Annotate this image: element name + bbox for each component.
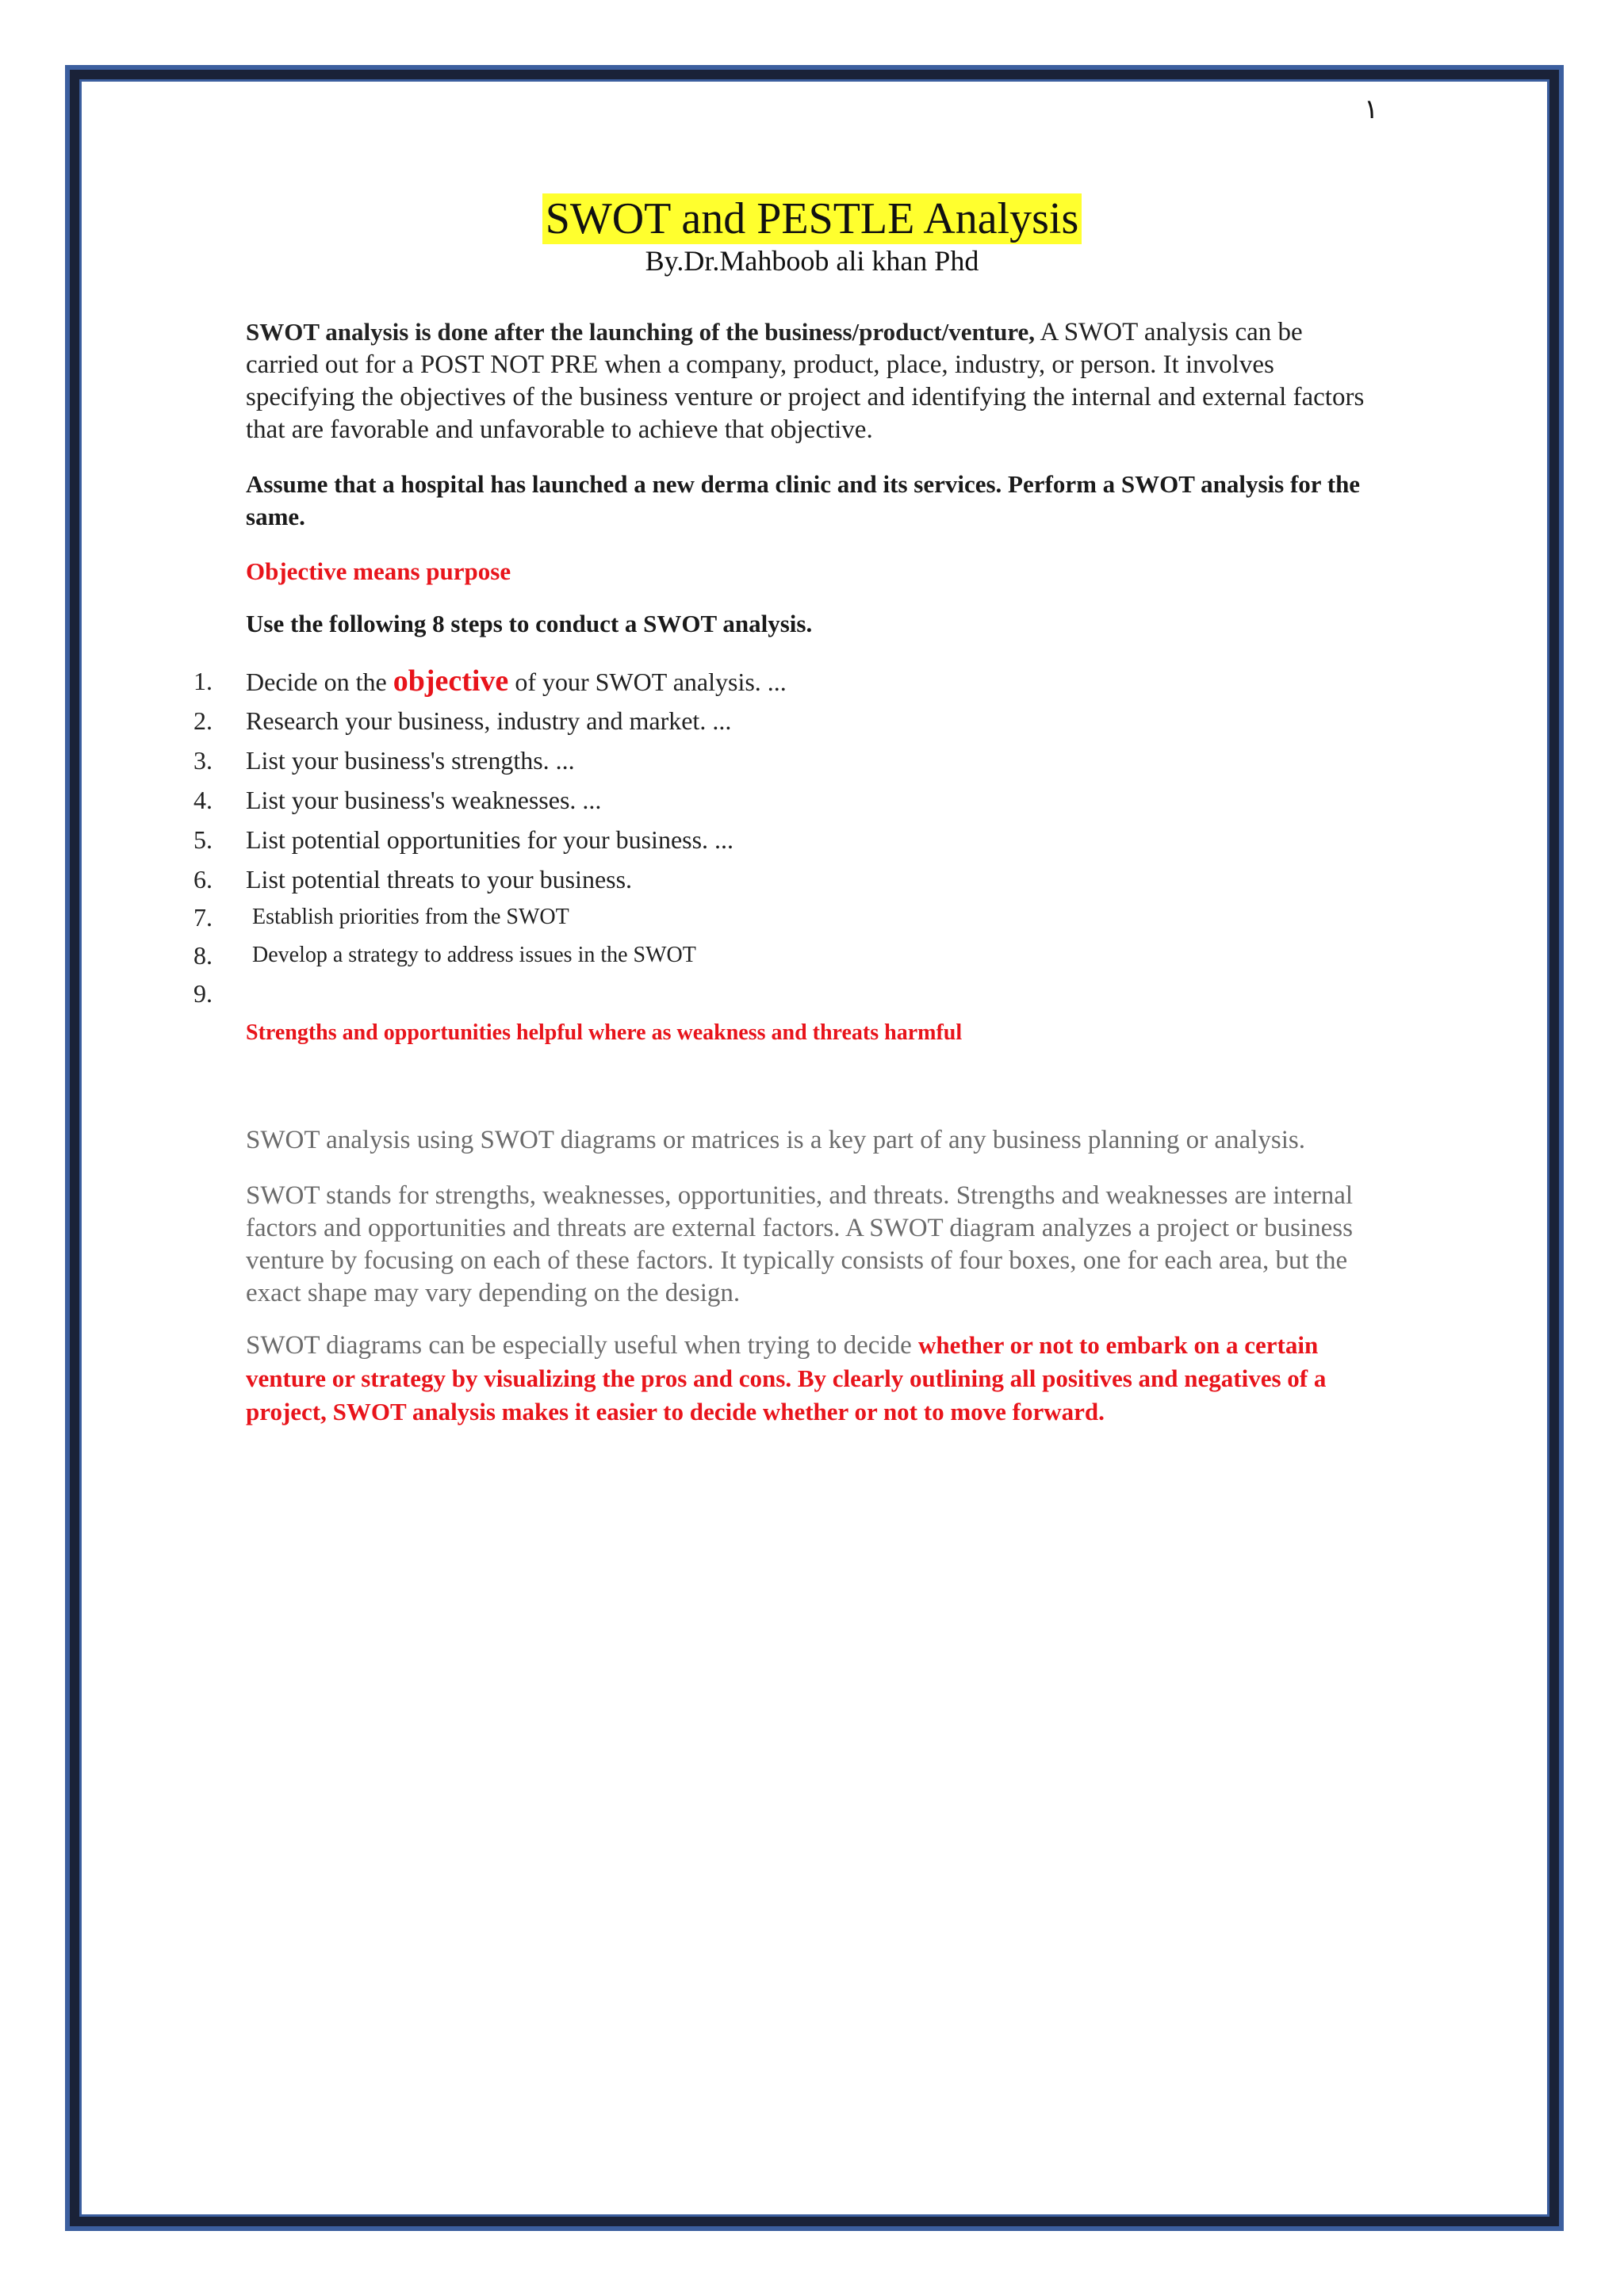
step-number: 9.	[193, 979, 213, 1008]
step-item-6	[0, 859, 1624, 899]
step-text: List potential opportunities for your business. ...	[246, 825, 734, 854]
author-byline: By.Dr.Mahboob ali khan Phd	[645, 245, 979, 277]
step-text: Establish priorities from the SWOT	[252, 905, 569, 929]
step-item-7	[0, 897, 1624, 937]
step-text: List potential threats to your business.	[246, 865, 633, 894]
step-number: 4.	[193, 786, 213, 814]
objective-note: Objective means purpose	[246, 557, 511, 585]
assume-paragraph: Assume that a hospital has launched a new derma clinic and its services. Perform a SWOT analysis for the same.	[246, 470, 1361, 530]
step-item-8	[0, 936, 1624, 975]
step-text-after: of your SWOT analysis. ...	[508, 668, 787, 696]
document-title: SWOT and PESTLE Analysis	[542, 193, 1082, 244]
step-number: 3.	[193, 746, 213, 775]
step-text: Research your business, industry and market. ...	[246, 706, 732, 735]
intro-bold-lead: SWOT analysis is done after the launching of the business/product/venture,	[246, 318, 1036, 346]
step-item-1	[0, 661, 1624, 701]
title-wrap	[0, 193, 1624, 244]
step-text	[246, 661, 787, 702]
step-item-2	[0, 701, 1624, 740]
step-number: 8.	[193, 941, 213, 970]
p3-red-emphasis: whether or not to embark on a certain venture or strategy by visualizing the pros and cons. By clearly outlining all positives and negatives of a project, SWOT analysis makes it easier to decide whether or not to move forward.	[246, 1331, 1327, 1425]
step-number: 5.	[193, 825, 213, 854]
p3-plain-text: SWOT diagrams can be especially useful when trying to decide	[246, 1331, 918, 1360]
paragraph-swot-useful	[246, 1329, 1380, 1429]
step-item-3	[0, 740, 1624, 780]
objective-highlight: objective	[393, 664, 509, 698]
step-text: List your business's weaknesses. ...	[246, 786, 602, 814]
intro-paragraph	[246, 316, 1380, 446]
page-number: ١	[1364, 95, 1379, 124]
step-number: 2.	[193, 706, 213, 735]
step-item-4	[0, 780, 1624, 820]
step-number: 7.	[193, 903, 213, 932]
paragraph-swot-diagrams: SWOT analysis using SWOT diagrams or matrices is a key part of any business planning or analysis.	[246, 1126, 1305, 1154]
helpful-harmful-note: Strengths and opportunities helpful where as weakness and threats harmful	[246, 1020, 963, 1045]
step-number: 6.	[193, 865, 213, 894]
intro-rest: A SWOT analysis can be carried out for a POST NOT PRE when a company, product, place, industry, or person. It involves specifying the objectives of the business venture or project and identifying the internal and external factors that are favorable and unfavorable to achieve that objective.	[246, 318, 1365, 444]
paragraph-swot-stands-for: SWOT stands for strengths, weaknesses, opportunities, and threats. Strengths and weaknesses are internal factors and opportunities and threats are external factors. A SWOT diagram analyzes a project or business venture by focusing on each of these factors. It typically consists of four boxes, one for each area, but the exact shape may vary depending on the design.	[246, 1181, 1354, 1307]
steps-heading: Use the following 8 steps to conduct a SWOT analysis.	[246, 610, 813, 637]
step-item-5	[0, 820, 1624, 859]
step-text: Develop a strategy to address issues in the SWOT	[252, 943, 696, 967]
step-text: List your business's strengths. ...	[246, 746, 575, 775]
step-item-9	[0, 974, 1624, 1013]
step-text-before: Decide on the	[246, 668, 393, 696]
step-number: 1.	[193, 667, 213, 695]
